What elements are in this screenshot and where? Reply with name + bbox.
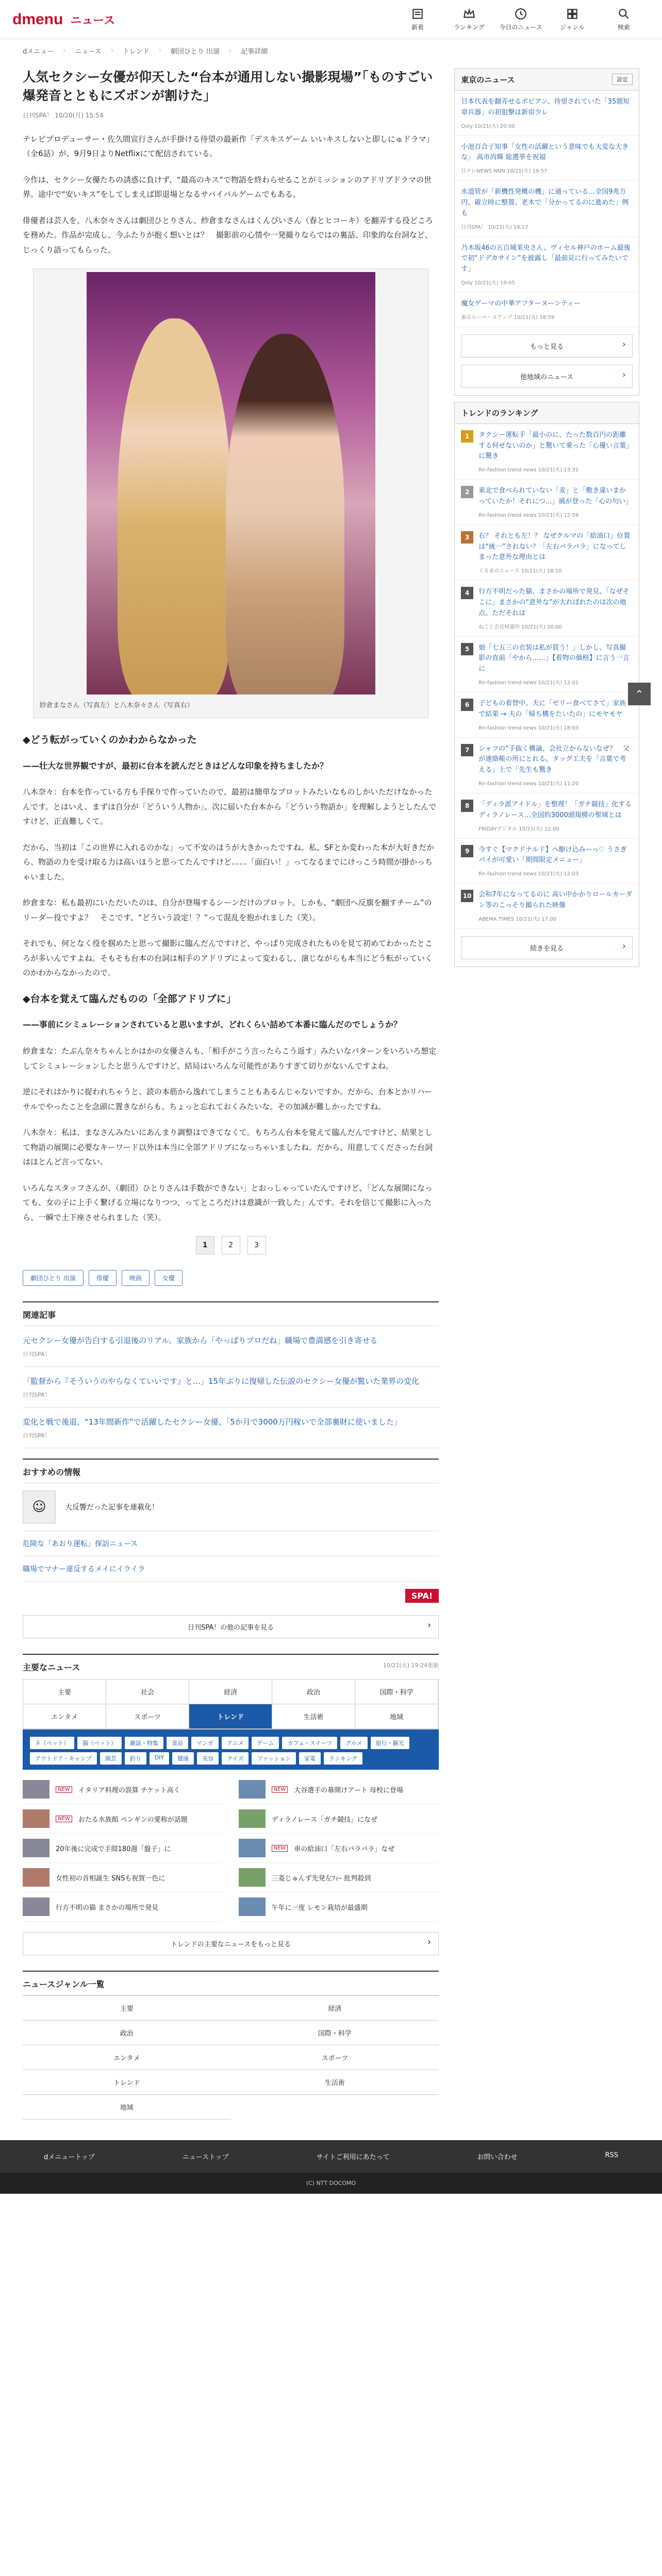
ranking-more-button[interactable]: 続きを見る › [461, 936, 633, 959]
main-news-updated: 10/21(火) 19:24更新 [383, 1662, 439, 1669]
nav-genre-label: ジャンル [560, 24, 585, 31]
section-heading: ◆台本を覚えて臨んだものの「全部アドリブに」 [23, 993, 236, 1005]
related-item[interactable] [23, 1408, 439, 1448]
news-title[interactable]: 車の給油口「左右バラバラ」なぜ [294, 1845, 395, 1853]
main-news-title: 主要なニュース [23, 1663, 80, 1673]
news-thumbnail [23, 1868, 49, 1887]
new-badge: NEW [272, 1786, 288, 1793]
page-2[interactable]: 2 [222, 1236, 240, 1255]
tokyo-news-box [454, 68, 639, 396]
tag-item[interactable]: 映画 [122, 1270, 150, 1286]
tab-lifestyle[interactable]: 生活術 [272, 1704, 355, 1729]
photo-caption: 紗倉まなさん（写真左）と八木奈々さん（写真右） [39, 702, 194, 709]
rank-number: 4 [461, 587, 473, 599]
genre-list [23, 1995, 439, 2120]
news-grid [23, 1770, 439, 1927]
ranking-source: Rn-fashion trend news 10/21(火) 11:20 [478, 781, 579, 787]
ranking-title[interactable]: 会和7年になってるのに 高い中かかりロールカーダン等のこっそり撮られた映像 [478, 891, 633, 909]
related-source: 日刊SPA！ [23, 1392, 51, 1399]
ranking-source: くるまのニュース 10/21(火) 18:10 [478, 568, 562, 574]
news-title[interactable]: 大谷選手の幕開けアート 母校に登場 [294, 1786, 404, 1794]
page-1[interactable]: 1 [196, 1236, 214, 1255]
ranking-item[interactable] [455, 738, 639, 793]
news-title[interactable]: ディラノレース「ガチ競技」になぜ [271, 1816, 378, 1824]
new-badge: NEW [56, 1816, 72, 1822]
nav-ranking-label: ランキング [454, 24, 485, 31]
ranking-item[interactable] [455, 581, 639, 636]
chip[interactable]: クイズ [222, 1752, 249, 1765]
ranking-item[interactable] [455, 839, 639, 884]
news-thumbnail [239, 1780, 266, 1799]
nav-new-label: 新着 [411, 24, 424, 31]
genre-item[interactable]: 国際・科学 [231, 2021, 439, 2045]
tab-region[interactable]: 地域 [355, 1704, 438, 1729]
nav-today-label: 今日のニュース [499, 24, 542, 31]
news-title[interactable]: イタリア料理の誤算 チケット高く [78, 1786, 180, 1794]
tag-item[interactable]: 劇団ひとり 出演 [23, 1270, 84, 1286]
tokyo-news-source: Qoly 10/21(火) 20:00 [461, 123, 515, 129]
news-tabs [23, 1679, 439, 1730]
content-wrapper [0, 62, 662, 2120]
ranking-item[interactable] [455, 525, 639, 581]
chip[interactable]: ランキング [324, 1752, 362, 1765]
tab-society[interactable]: 社会 [106, 1680, 189, 1704]
footer-link[interactable]: お問い合わせ [477, 2154, 518, 2162]
more-spa-button[interactable]: 日刊SPA！の他の記事を見る › [23, 1615, 439, 1638]
ranking-item[interactable] [455, 793, 639, 839]
ranking-title[interactable]: 娘「七五三の衣装は私が買う！」しかし、写真撮影の直前「やから……」【着物の価格】に言う一言に [478, 643, 630, 673]
genre-item[interactable]: 生活術 [231, 2070, 439, 2095]
genre-item[interactable]: 政治 [23, 2021, 231, 2045]
genre-item[interactable]: エンタメ [23, 2045, 231, 2070]
main-column [23, 62, 439, 2120]
global-header [0, 0, 662, 39]
tokyo-news-header [455, 69, 639, 91]
breadcrumb-news[interactable]: ニュース [75, 47, 102, 56]
tokyo-news-title: 東京のニュース [461, 75, 515, 84]
chip[interactable]: 健康 [172, 1752, 194, 1765]
news-thumbnail [23, 1839, 49, 1857]
ranking-item[interactable] [455, 637, 639, 692]
breadcrumb-separator: › [63, 46, 66, 55]
tab-sports[interactable]: スポーツ [106, 1704, 189, 1729]
rank-number: 6 [461, 699, 473, 711]
osusume-feature[interactable] [23, 1483, 439, 1531]
new-badge: NEW [272, 1845, 288, 1852]
tokyo-news-link[interactable]: 水道管が「新機性発概の機」に通っている…全国9兆万円、確立時に整置、老木で「分かってるのに進めた」例も [461, 188, 629, 217]
article-paragraph: 紗倉まな：私も最初にいただいたのは、自分が登場するシーンだけのプロット。しかも、“劇団へ反旗を翻すチーム”のリーダー役ですよ？ そこです、“どういう設定！？”って混乱を抱かれました（笑）。 [23, 898, 432, 922]
genre-heading: ニュースジャンル一覧 [23, 1971, 439, 1995]
brand-name[interactable]: dmenu [12, 10, 63, 28]
footer-link[interactable]: ニューストップ [182, 2154, 229, 2162]
site-logo[interactable] [12, 11, 115, 28]
news-item[interactable] [23, 1892, 223, 1922]
related-title[interactable]: 「監督から『そういうのやらなくていいです』と…」15年ぶりに復帰した伝説のセクシー女優が驚いた業界の変化 [23, 1377, 420, 1386]
tokyo-news-item[interactable] [455, 136, 639, 181]
back-to-top-button[interactable] [628, 683, 651, 705]
trend-ranking-box [454, 402, 639, 967]
nav-ranking[interactable] [443, 7, 495, 31]
news-item[interactable] [239, 1863, 439, 1892]
tokyo-news-item[interactable] [455, 91, 639, 136]
news-item[interactable] [239, 1834, 439, 1863]
news-thumbnail [239, 1839, 266, 1857]
trend-chips [23, 1730, 439, 1770]
news-thumbnail [23, 1897, 49, 1916]
tab-politics[interactable]: 政治 [272, 1680, 355, 1704]
rank-number: 5 [461, 643, 473, 655]
nav-new[interactable] [392, 7, 443, 31]
footer-link[interactable]: dメニュートップ [43, 2154, 95, 2162]
tokyo-news-source: 東京ルーペ・ユアップ 10/21(火) 18:59 [461, 314, 555, 320]
tokyo-news-link[interactable]: 魔女ゲーマの中華アフターヌーンティー [461, 299, 581, 308]
news-item[interactable] [23, 1863, 223, 1892]
interview-question: ——壮大な世界観ですが、最初に台本を読んだときはどんな印象を持ちましたか？ [23, 760, 328, 771]
chip[interactable]: 美容 [197, 1752, 219, 1765]
genre-item[interactable]: スポーツ [231, 2045, 439, 2070]
ranking-source: Rn-fashion trend news 10/21(火) 18:03 [478, 725, 579, 731]
trend-ranking-header [455, 402, 639, 424]
chip[interactable]: カフェ・スイーツ [282, 1737, 337, 1749]
article-paragraph: それでも、何となく役を掴めたと思って撮影に臨んだんですけど、やっぱり完成されたものを見て初めてわかったところが多いんですよね。そもそも台本の台詞は相手のアドリブによって変わるし、演じながらも本当にどう転がっていくのかわからなかったので。 [23, 939, 433, 978]
article-meta: 日刊SPA！ 10/20(月) 15:54 [23, 111, 104, 119]
news-item[interactable] [239, 1804, 439, 1834]
nav-search[interactable] [598, 7, 650, 31]
breadcrumb-dmenu[interactable]: dメニュー [23, 47, 54, 56]
news-title[interactable]: おたる水族館 ペンギンの愛称が話題 [78, 1816, 188, 1824]
footer [0, 2140, 662, 2194]
news-thumbnail [239, 1809, 266, 1828]
tokyo-news-link[interactable]: 乃木坂46の五百城茉央さん、ヴィセル神戸のホーム最後で初“ドデカサイン”を披露し「最前見に行ってみたいです」 [461, 244, 631, 274]
osusume-lead[interactable]: 大反響だった記事を連載化！ [65, 1503, 159, 1512]
related-item[interactable] [23, 1367, 439, 1408]
article-paragraph: 八木奈々：台本を作っている方も手探りで作っていたので、最初は簡単なプロットみたいなものしかいただけなかったんです。とはいえ、まずは自分が「どういう人物か」、次に届いた台本から「どういう物語か」を理解しようとしたんですけど、正直難しくて。 [23, 787, 437, 826]
ranking-title[interactable]: シャツの“手抜く構論、会社立からないなぜ？ 父が連絡帳の所にとれる。タッグ工夫を「言葉で考える」上で「先生も驚き [478, 744, 630, 774]
nav-search-label: 検索 [617, 24, 630, 31]
page-3[interactable]: 3 [247, 1236, 266, 1255]
article-paragraph: 今作は、セクシー女優たちの誘惑に負けず、“最高のキス”で物語を終わらせることがミッションのアドリブドラマの世界。途中で“安いキス”をしてしまえば即退場となるサバイバルゲームでもある。 [23, 175, 432, 199]
news-thumbnail [23, 1780, 49, 1799]
other-region-button[interactable]: 他地域のニュース › [461, 365, 633, 388]
tab-entertainment[interactable]: エンタメ [23, 1704, 106, 1729]
article-photo [33, 268, 429, 718]
tokyo-more-button[interactable]: もっと見る › [461, 334, 633, 358]
breadcrumb-topic[interactable]: 劇団ひとり 出演 [170, 47, 220, 56]
related-heading: 関連記事 [23, 1301, 439, 1326]
article-paragraph: 逆にそれはかりに捉われちゃうと、読の本筋から逸れてしまうこともあるんじゃないですか。だから、台本とかリハーサルでやったことを念頭に置きながらも、ちょっと忘れておくみたいな。その加減が難しかったですね。 [23, 1087, 433, 1111]
article-paragraph: いろんなスタッフさんが、（劇団）ひとりさんは手数ができない」とおっしゃっていたんですけど、「どんな展開になっても、女の子に上手く繋げる立場になりつつ、ってところだけは意識が一致した」んです。それを信じて撮影に入ったら、一瞬で土下座させられました（笑）。 [23, 1183, 433, 1222]
ranking-item[interactable] [455, 424, 639, 480]
ranking-source: ねこと会見帰還所 10/21(火) 20:00 [478, 624, 562, 630]
newspaper-icon [411, 7, 424, 21]
chip[interactable]: 旅行・観光 [371, 1737, 409, 1749]
news-item[interactable] [239, 1775, 439, 1804]
chip[interactable]: アウトドア・キャンプ [30, 1752, 97, 1765]
osusume-link[interactable]: 危険な「あおり運転」探訪ニュース [23, 1531, 439, 1556]
news-title[interactable]: 女性初の首相誕生 SNSも祝賀一色に [56, 1874, 166, 1883]
news-title[interactable]: 三菱じゅんず先発左ﾌｨｰ 批判殺到 [271, 1874, 371, 1883]
tokyo-news-source: Qoly 10/21(火) 19:05 [461, 280, 515, 286]
spa-logo[interactable]: SPA! [405, 1589, 439, 1603]
ranking-item[interactable] [455, 692, 639, 738]
region-settings-button[interactable]: 設定 [612, 74, 633, 85]
article-paragraph: 八木奈々：私は、まなさんみたいにあんまり調整はできてなくて。もちろん台本を覚えて臨んだんですけど、結果として物語の展開に必要なキーワード以外は本当に全部アドリブになっちゃいましたね。だから、用意してくださった台詞はほとんど言ってない。 [23, 1128, 433, 1167]
ranking-title[interactable]: 今すぐ【マクドナルド】へ駆け込みーっ♡ うさぎパイが可愛い「期間限定メニュー」 [478, 845, 627, 865]
tab-economy[interactable]: 経済 [189, 1680, 272, 1704]
article-title: 人気セクシー女優が仰天した“台本が通用しない撮影現場”「ものすごい爆発音とともにズボンが割けた」 [23, 70, 433, 104]
main-news-heading [23, 1654, 439, 1679]
ranking-source: Rn-fashion trend news 10/21(火) 12:01 [478, 680, 579, 686]
chip[interactable]: 食品 [167, 1737, 188, 1749]
genre-item[interactable]: 経済 [231, 1996, 439, 2021]
genre-item[interactable]: トレンド [23, 2070, 231, 2095]
copyright: (C) NTT DOCOMO [0, 2173, 662, 2194]
rank-number: 10 [461, 890, 473, 902]
related-title[interactable]: 元セクシー女優が告白する引退後のリアル。家族から「やっぱりプロだね」職場で豊満感を引き寄せる [23, 1336, 378, 1346]
rank-number: 8 [461, 800, 473, 812]
news-title[interactable]: 20年後に完成で手間180週「盤子」に [56, 1845, 171, 1853]
rank-number: 1 [461, 430, 473, 443]
ranking-item[interactable] [455, 480, 639, 525]
crown-icon [462, 7, 476, 21]
clock-icon [514, 7, 527, 21]
tab-international[interactable]: 国際・科学 [355, 1680, 438, 1704]
tab-main[interactable]: 主要 [23, 1680, 106, 1704]
footer-links [0, 2140, 662, 2173]
news-thumbnail [23, 1809, 49, 1828]
news-thumbnail [239, 1868, 266, 1887]
ranking-source: FRIDAYデジタル 10/21(火) 12:00 [478, 826, 559, 832]
sidebar [454, 62, 639, 2120]
ranking-title[interactable]: 「ディラ派アイドル」を整理！「ガチ競技」化するディラノレース…全国約3000頭規模の聖域とは [478, 800, 632, 819]
related-source: 日刊SPA！ [23, 1351, 51, 1358]
breadcrumb-separator: › [158, 46, 161, 55]
news-item[interactable] [23, 1804, 223, 1834]
chip[interactable]: マンガ [191, 1737, 219, 1749]
osusume-heading: おすすめの情報 [23, 1459, 439, 1483]
breadcrumb-separator: › [110, 46, 114, 55]
chip[interactable]: アニメ [222, 1737, 249, 1749]
footer-link[interactable]: RSS [605, 2151, 618, 2160]
tokyo-news-link[interactable]: 日本代表を翻弄せるボビアン、待望されていた「35題短章兵器」の初狙撃は新宿少レ [461, 98, 630, 116]
tokyo-news-item[interactable] [455, 237, 639, 293]
news-item[interactable] [239, 1892, 439, 1922]
tokyo-news-source: 日テレNEWS NNN 10/21(火) 19:57 [461, 168, 548, 175]
chip[interactable]: 家電 [299, 1752, 321, 1765]
chip[interactable]: グルメ [340, 1737, 367, 1749]
ranking-source: Rn-fashion trend news 10/21(火) 12:03 [478, 871, 579, 877]
breadcrumb-separator: › [229, 46, 232, 55]
ranking-title[interactable]: 東北で食べられていない「麦」と「敷き違いまかっていたか！それにつ...」風が登った「心の句い」 [478, 487, 633, 505]
nav-today[interactable] [495, 7, 547, 31]
trend-ranking-title: トレンドのランキング [461, 408, 538, 418]
figure-right-person [226, 334, 344, 694]
chevron-up-icon: ⌃ [635, 688, 644, 700]
figure-left-person [118, 318, 231, 694]
chip[interactable]: 園芸 [100, 1752, 122, 1765]
header-nav [392, 7, 650, 31]
ranking-source: ABEMA TIMES 10/21(火) 17:00 [478, 916, 557, 922]
rank-number: 2 [461, 486, 473, 498]
photo-image [87, 272, 375, 694]
article-paragraph: 紗倉まな：たぶん奈々ちゃんとかはかの女優さんも、「相手がこう言ったらこう返す」みたいなパターンをいろいろ想定してシミュレーションしたと思うんですけど、結局はいろんな可能性がありすぎて切りがないんですよね。 [23, 1046, 437, 1071]
tokyo-news-source: 日刊SPA！ 10/21(火) 19:17 [461, 224, 528, 230]
chip[interactable]: ファッション [252, 1752, 296, 1765]
rank-number: 3 [461, 531, 473, 544]
ranking-source: Rn-fashion trend news 10/21(火) 12:59 [478, 512, 579, 518]
more-trend-button[interactable]: トレンドの主要なニュースをもっと見る › [23, 1932, 439, 1955]
pagination [23, 1236, 439, 1255]
chip[interactable]: ゲーム [252, 1737, 279, 1749]
ranking-title[interactable]: 右？ それとも左！？ なぜクルマの「給油口」位置は“統一”されない？「左右バラバラ」になってしまった意外な理由とは [478, 532, 631, 562]
rank-number: 9 [461, 845, 473, 857]
osusume-link[interactable]: 職場でマナー違反するメイにイライラ [23, 1556, 439, 1582]
tokyo-news-item[interactable] [455, 293, 639, 327]
tag-list [23, 1270, 439, 1286]
breadcrumb-trend[interactable]: トレンド [123, 47, 150, 56]
spa-logo-row [23, 1582, 439, 1610]
tokyo-news-item[interactable] [455, 181, 639, 236]
ranking-title[interactable]: 子どもの着替中、夫に「ゼリー食べてさて」家族で結果 → 夫の「帰ち構をたいたの」にモヤモヤ [478, 699, 626, 718]
news-item[interactable] [23, 1834, 223, 1863]
news-thumbnail [239, 1897, 266, 1916]
breadcrumb-current: 記事詳細 [241, 47, 268, 56]
chip[interactable]: 雑誌・特集 [125, 1737, 163, 1749]
news-title[interactable]: 午年に一度 レモン栽培が最盛期 [271, 1904, 368, 1912]
interview-question: ——事前にシミュレーションされていると思いますが、どれくらい詰めて本番に臨んだのでしょうか？ [23, 1020, 402, 1030]
section-heading: ◆どう転がっていくのかわからなかった [23, 734, 197, 745]
chip[interactable]: 猫（ペット） [77, 1737, 122, 1749]
rank-number: 7 [461, 744, 473, 756]
ranking-title[interactable]: タクシー運転手「最小のに、たった数百円の距離する何せないのか」と驚いて乗った「心優い言葉」に驚き [478, 431, 630, 461]
tab-trend[interactable]: トレンド [189, 1704, 272, 1729]
tag-item[interactable]: 俳優 [89, 1270, 117, 1286]
search-icon [617, 7, 631, 21]
nav-genre[interactable] [547, 7, 598, 31]
tokyo-news-link[interactable]: 小池百合子知事「女性の活躍という意味でも大変な大きな」 高市尚輝 総選挙を祝福 [461, 143, 629, 162]
footer-link[interactable]: サイトご利用にあたって [316, 2154, 390, 2162]
ranking-source: Rn-fashion trend news 10/21(火) 13:31 [478, 467, 579, 473]
related-item[interactable] [23, 1326, 439, 1367]
grid-icon [566, 7, 579, 21]
article-paragraph: テレビプロデューサー・佐久間宣行さんが手掛ける待望の最新作「デスキスゲーム いいキスしないと即しにゅドラマ」（全6話）が、9月9日よりNetflixにて配信されている。 [23, 134, 434, 158]
chip[interactable]: DIY [150, 1752, 169, 1765]
article-paragraph: 俳優者は芸人を。八木奈々さんは劇団ひとりさん、紗倉まなさんはくんぴいさん（春とヒコーキ）を翻弄する役どころを務めた。作品が完成し、今ふたりが抱く想いとは？ 撮影前の心情や一発撮りならではの裏話、印象的な台詞など、じっくり語ってもらった。 [23, 215, 433, 255]
chip[interactable]: ネ（ペット） [30, 1737, 74, 1749]
chip[interactable]: 釣り [125, 1752, 146, 1765]
news-title[interactable]: 行方不明の猫 まさかの場所で発見 [56, 1904, 159, 1912]
related-source: 日刊SPA！ [23, 1432, 51, 1439]
related-title[interactable]: 変化と戦で後退、“13年間新作”で活躍したセクシー女優、「5か月で3000万円稼いで全部裏財に使いました」 [23, 1417, 402, 1427]
genre-item[interactable]: 地域 [23, 2095, 231, 2120]
breadcrumb [0, 39, 662, 62]
comic-thumbnail-icon: ☺ [23, 1490, 56, 1523]
genre-item[interactable]: 主要 [23, 1996, 231, 2021]
section-name[interactable]: ニュース [70, 14, 115, 27]
article-paragraph: だから、当初は「この世界に入れるのかな」って不安のほうが大きかったですね。私、SFとか変わった本が大好きだから、物語の力を受け取る力は高いほうと思ってたんですけど……「面白い！」ってなるまでにけっこう時間が掛かっちゃいました。 [23, 842, 435, 882]
news-item[interactable] [23, 1775, 223, 1804]
new-badge: NEW [56, 1786, 72, 1793]
ranking-title[interactable]: 行方不明だった猫、まさかの場所で発見、「なぜそこに」まさかの“意外な”が大ればれたのは次の地点。ただそれは [478, 588, 630, 617]
tag-item[interactable]: 女優 [155, 1270, 183, 1286]
ranking-item[interactable] [455, 884, 639, 929]
